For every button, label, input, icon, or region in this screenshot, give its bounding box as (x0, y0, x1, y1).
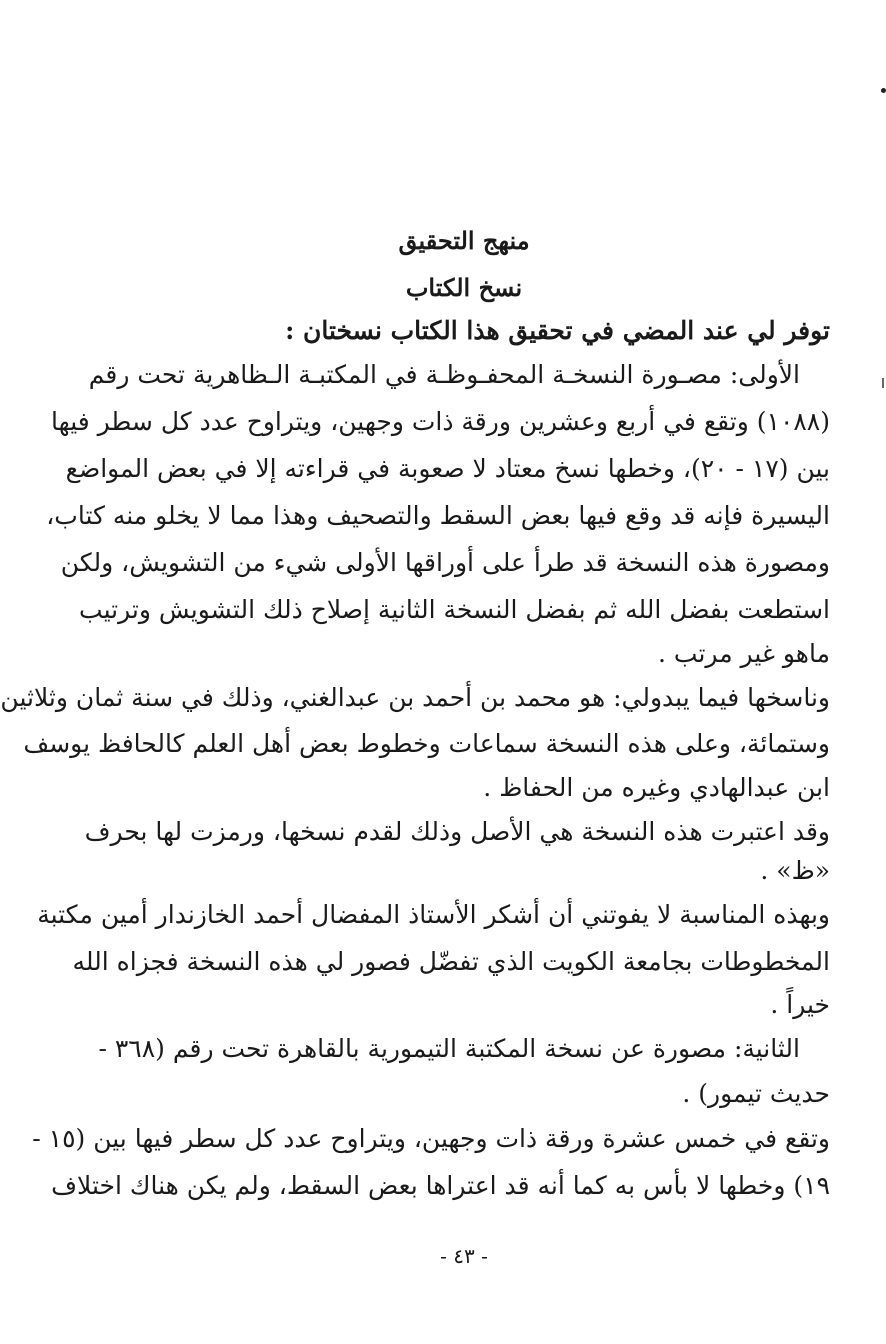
text-line: «ظ» . (760, 856, 830, 885)
text-line: حديث تيمور) . (682, 1079, 830, 1108)
text-line: استطعت بفضل الله ثم بفضل النسخة الثانية إصلاح ذلك التشويش وترتيب (79, 595, 830, 624)
margin-mark (881, 88, 886, 93)
text-line: وبهذه المناسبة لا يفوتني أن أشكر الأستاذ المفضال أحمد الخازندار أمين مكتبة (37, 900, 830, 929)
text-line: ماهو غير مرتب . (658, 639, 830, 668)
text-line: ومصورة هذه النسخة قد طرأ على أوراقها الأولى شيء من التشويش، ولكن (60, 548, 830, 577)
text-line: ابن عبدالهادي وغيره من الحفاظ . (483, 773, 830, 802)
text-line: وقد اعتبرت هذه النسخة هي الأصل وذلك لقدم نسخها، ورمزت لها بحرف (84, 817, 830, 846)
section-title: منهج التحقيق (398, 226, 530, 255)
text-line: المخطوطات بجامعة الكويت الذي تفضّل فصور لي هذه النسخة فجزاه الله (72, 947, 830, 976)
text-line: ١٩) وخطها لا بأس به كما أنه قد اعتراها بعض السقط، ولم يكن هناك اختلاف (51, 1171, 830, 1200)
margin-mark (882, 378, 884, 388)
text-line: الثانية: مصورة عن نسخة المكتبة التيمورية بالقاهرة تحت رقم (٣٦٨ - (98, 1034, 800, 1063)
text-line: (١٠٨٨) وتقع في أربع وعشرين ورقة ذات وجهين، ويتراوح عدد كل سطر فيها (51, 407, 830, 436)
intro-line: توفر لي عند المضي في تحقيق هذا الكتاب نسختان : (285, 316, 830, 345)
text-line: وتقع في خمس عشرة ورقة ذات وجهين، ويتراوح عدد كل سطر فيها بين (١٥ - (32, 1124, 830, 1153)
text-line: وستمائة، وعلى هذه النسخة سماعات وخطوط بعض أهل العلم كالحافظ يوسف (23, 729, 830, 758)
page-number: - ٤٣ - (440, 1244, 488, 1268)
text-line: الأولى: مصـورة النسخـة المحفـوظـة في المكتبـة الـظاهرية تحت رقم (88, 360, 800, 389)
text-line: اليسيرة فإنه قد وقع فيها بعض السقط والتصحيف وهذا مما لا يخلو منه كتاب، (46, 501, 830, 530)
text-line: بين (١٧ - ٢٠)، وخطها نسخ معتاد لا صعوبة في قراءته إلا في بعض المواضع (65, 454, 830, 483)
text-line: خيراً . (770, 990, 830, 1019)
section-subtitle: نسخ الكتاب (405, 273, 523, 302)
text-line: وناسخها فيما يبدولي: هو محمد بن أحمد بن عبدالغني، وذلك في سنة ثمان وثلاثين (0, 683, 830, 712)
